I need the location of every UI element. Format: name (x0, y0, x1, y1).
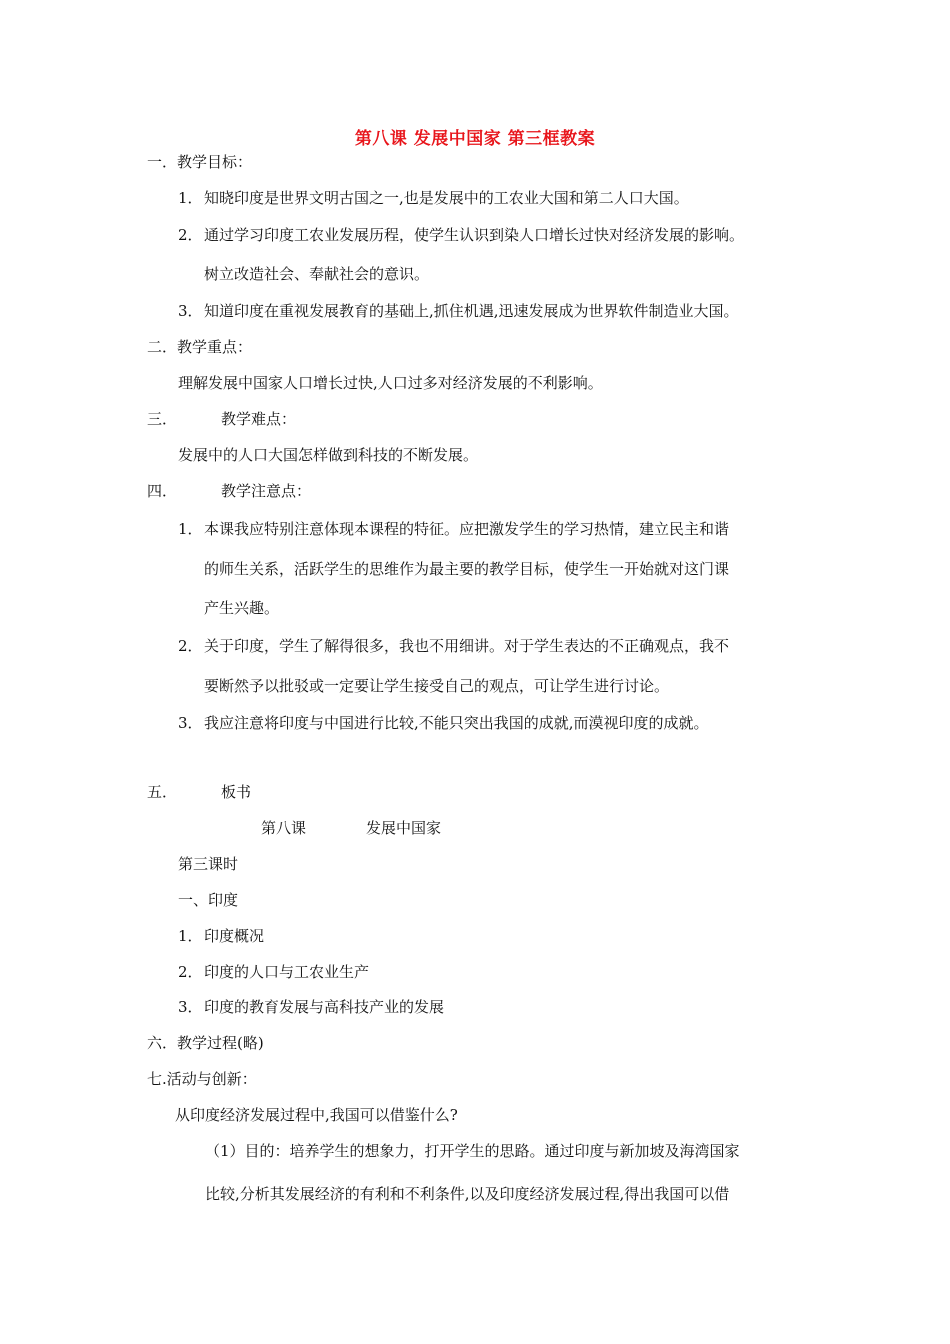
list-item (178, 301, 739, 321)
list-item (178, 636, 729, 656)
list-item (178, 188, 689, 208)
list-item-text: 知道印度在重视发展教育的基础上,抓住机遇,迅速发展成为世界软件制造业大国。 (204, 302, 739, 320)
section-7-question: 从印度经济发展过程中,我国可以借鉴什么? (175, 1106, 458, 1124)
section-6-heading: 六．教学过程(略) (147, 1034, 264, 1052)
section-2-body: 理解发展中国家人口增长过快,人口过多对经济发展的不利影响。 (178, 374, 603, 392)
list-item-text: 印度概况 (204, 927, 265, 945)
list-item-text: 知晓印度是世界文明古国之一,也是发展中的工农业大国和第二人口大国。 (204, 189, 689, 207)
board-period: 第三课时 (178, 855, 239, 873)
section-number: 三． (147, 410, 178, 428)
section-number: 五． (147, 783, 178, 801)
list-item-text: 我应注意将印度与中国进行比较,不能只突出我国的成就,而漠视印度的成就。 (204, 714, 709, 732)
section-label: 教学注意点： (221, 482, 312, 500)
section-number: 四． (147, 482, 178, 500)
list-item (178, 713, 709, 733)
list-item-number: 2． (178, 226, 203, 244)
section-7-purpose: （1）目的：培养学生的想象力，打开学生的思路。通过印度与新加坡及海湾国家 (205, 1142, 740, 1160)
section-4-heading (147, 481, 311, 501)
board-title-lesson: 第八课 (261, 819, 307, 837)
list-item (178, 962, 369, 982)
list-item-number: 3． (178, 998, 203, 1016)
list-item-text: 关于印度，学生了解得很多，我也不用细讲。对于学生表达的不正确观点，我不 (204, 637, 730, 655)
list-item-continuation: 的师生关系，活跃学生的思维作为最主要的教学目标，使学生一开始就对这门课 (204, 560, 730, 578)
list-item-continuation: 产生兴趣。 (204, 599, 280, 617)
section-2-heading: 二．教学重点： (147, 338, 253, 356)
list-item-continuation: 要断然予以批驳或一定要让学生接受自己的观点，可让学生进行讨论。 (204, 677, 670, 695)
list-item-continuation: 树立改造社会、奉献社会的意识。 (204, 265, 430, 283)
list-item (178, 997, 444, 1017)
list-item-text: 印度的教育发展与高科技产业的发展 (204, 998, 445, 1016)
list-item (178, 225, 744, 245)
section-5-heading (147, 782, 251, 802)
list-item-number: 1． (178, 189, 203, 207)
list-item (178, 926, 264, 946)
list-item (178, 519, 729, 539)
list-item-number: 2． (178, 637, 203, 655)
section-3-heading (147, 409, 296, 429)
list-item-number: 2． (178, 963, 203, 981)
list-item-number: 1． (178, 520, 203, 538)
board-subheading: 一、印度 (178, 891, 239, 909)
board-title (261, 818, 441, 838)
section-3-body: 发展中的人口大国怎样做到科技的不断发展。 (178, 446, 479, 464)
list-item-number: 3． (178, 302, 203, 320)
section-label: 板书 (221, 783, 252, 801)
section-label: 教学难点： (221, 410, 297, 428)
board-title-topic: 发展中国家 (366, 819, 442, 837)
section-7-purpose-continuation: 比较,分析其发展经济的有利和不利条件,以及印度经济发展过程,得出我国可以借 (205, 1185, 730, 1203)
list-item-text: 印度的人口与工农业生产 (204, 963, 370, 981)
section-7-heading: 七.活动与创新： (147, 1070, 257, 1088)
section-1-heading: 一．教学目标： (147, 153, 253, 171)
list-item-text: 本课我应特别注意体现本课程的特征。应把激发学生的学习热情，建立民主和谐 (204, 520, 730, 538)
list-item-text: 通过学习印度工农业发展历程，使学生认识到染人口增长过快对经济发展的影响。 (204, 226, 745, 244)
document-title: 第八课 发展中国家 第三框教案 (354, 129, 596, 149)
list-item-number: 3． (178, 714, 203, 732)
list-item-number: 1． (178, 927, 203, 945)
